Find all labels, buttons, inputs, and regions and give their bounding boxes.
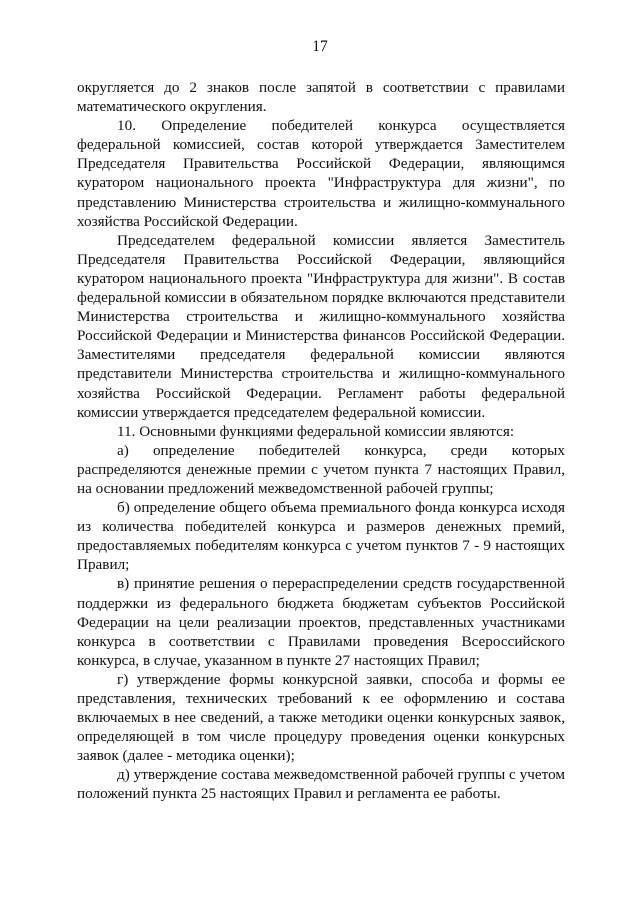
paragraph-commission-chair: Председателем федеральной комиссии является Заместитель Председателя Правительства Российской Федерации, являющийся куратором национального проекта "Инфраструктура для жизни". В состав федеральной комиссии в обязательном порядке включаются представители Министерства строительства и жилищно-коммунального хозяйства Российской Федерации и Министерства финансов Российской Федерации. Заместителями председателя федеральной комиссии являются представители Министерства строительства и жилищно-коммунального хозяйства Российской Федерации. Регламент работы федеральной комиссии утверждается председателем федеральной комиссии. [77, 231, 565, 421]
paragraph-subitem-a: а) определение победителей конкурса, среди которых распределяются денежные премии с учетом пункта 7 настоящих Правил, на основании предложений межведомственной рабочей группы; [77, 441, 565, 497]
paragraph-item-10: 10. Определение победителей конкурса осуществляется федеральной комиссией, состав которой утверждается Заместителем Председателя Правительства Российской Федерации, являющимся куратором национального проекта "Инфраструктура для жизни", по представлению Министерства строительства и жилищно-коммунального хозяйства Российской Федерации. [77, 117, 565, 230]
paragraph-subitem-g: г) утверждение формы конкурсной заявки, способа и формы ее представления, технических требований к ее оформлению и состава включаемых в нее сведений, а также методики оценки конкурсных заявок, определяющей в том числе процедуру проведения оценки конкурсных заявок (далее - методика оценки); [77, 670, 565, 765]
page-number: 17 [312, 38, 328, 55]
paragraph-item-11: 11. Основными функциями федеральной комиссии являются: [117, 422, 515, 440]
paragraph-subitem-b: б) определение общего объема премиального фонда конкурса исходя из количества победителей конкурса и размеров денежных премий, предоставляемых победителям конкурса с учетом пунктов 7 - 9 настоящих Правил; [77, 499, 565, 574]
paragraph-subitem-v: в) принятие решения о перераспределении средств государственной поддержки из федерального бюджета бюджетам субъектов Российской Федерации на цели реализации проектов, представленных участниками конкурса в соответствии с Правилами проведения Всероссийского конкурса, в случае, указанном в пункте 27 настоящих Правил; [77, 575, 565, 669]
paragraph-subitem-d: д) утверждение состава межведомственной рабочей группы с учетом положений пункта 25 настоящих Правил и регламента ее работы. [77, 766, 565, 803]
paragraph-continuation: округляется до 2 знаков после запятой в соответствии с правилами математического округления. [77, 79, 565, 116]
document-body [77, 78, 565, 804]
